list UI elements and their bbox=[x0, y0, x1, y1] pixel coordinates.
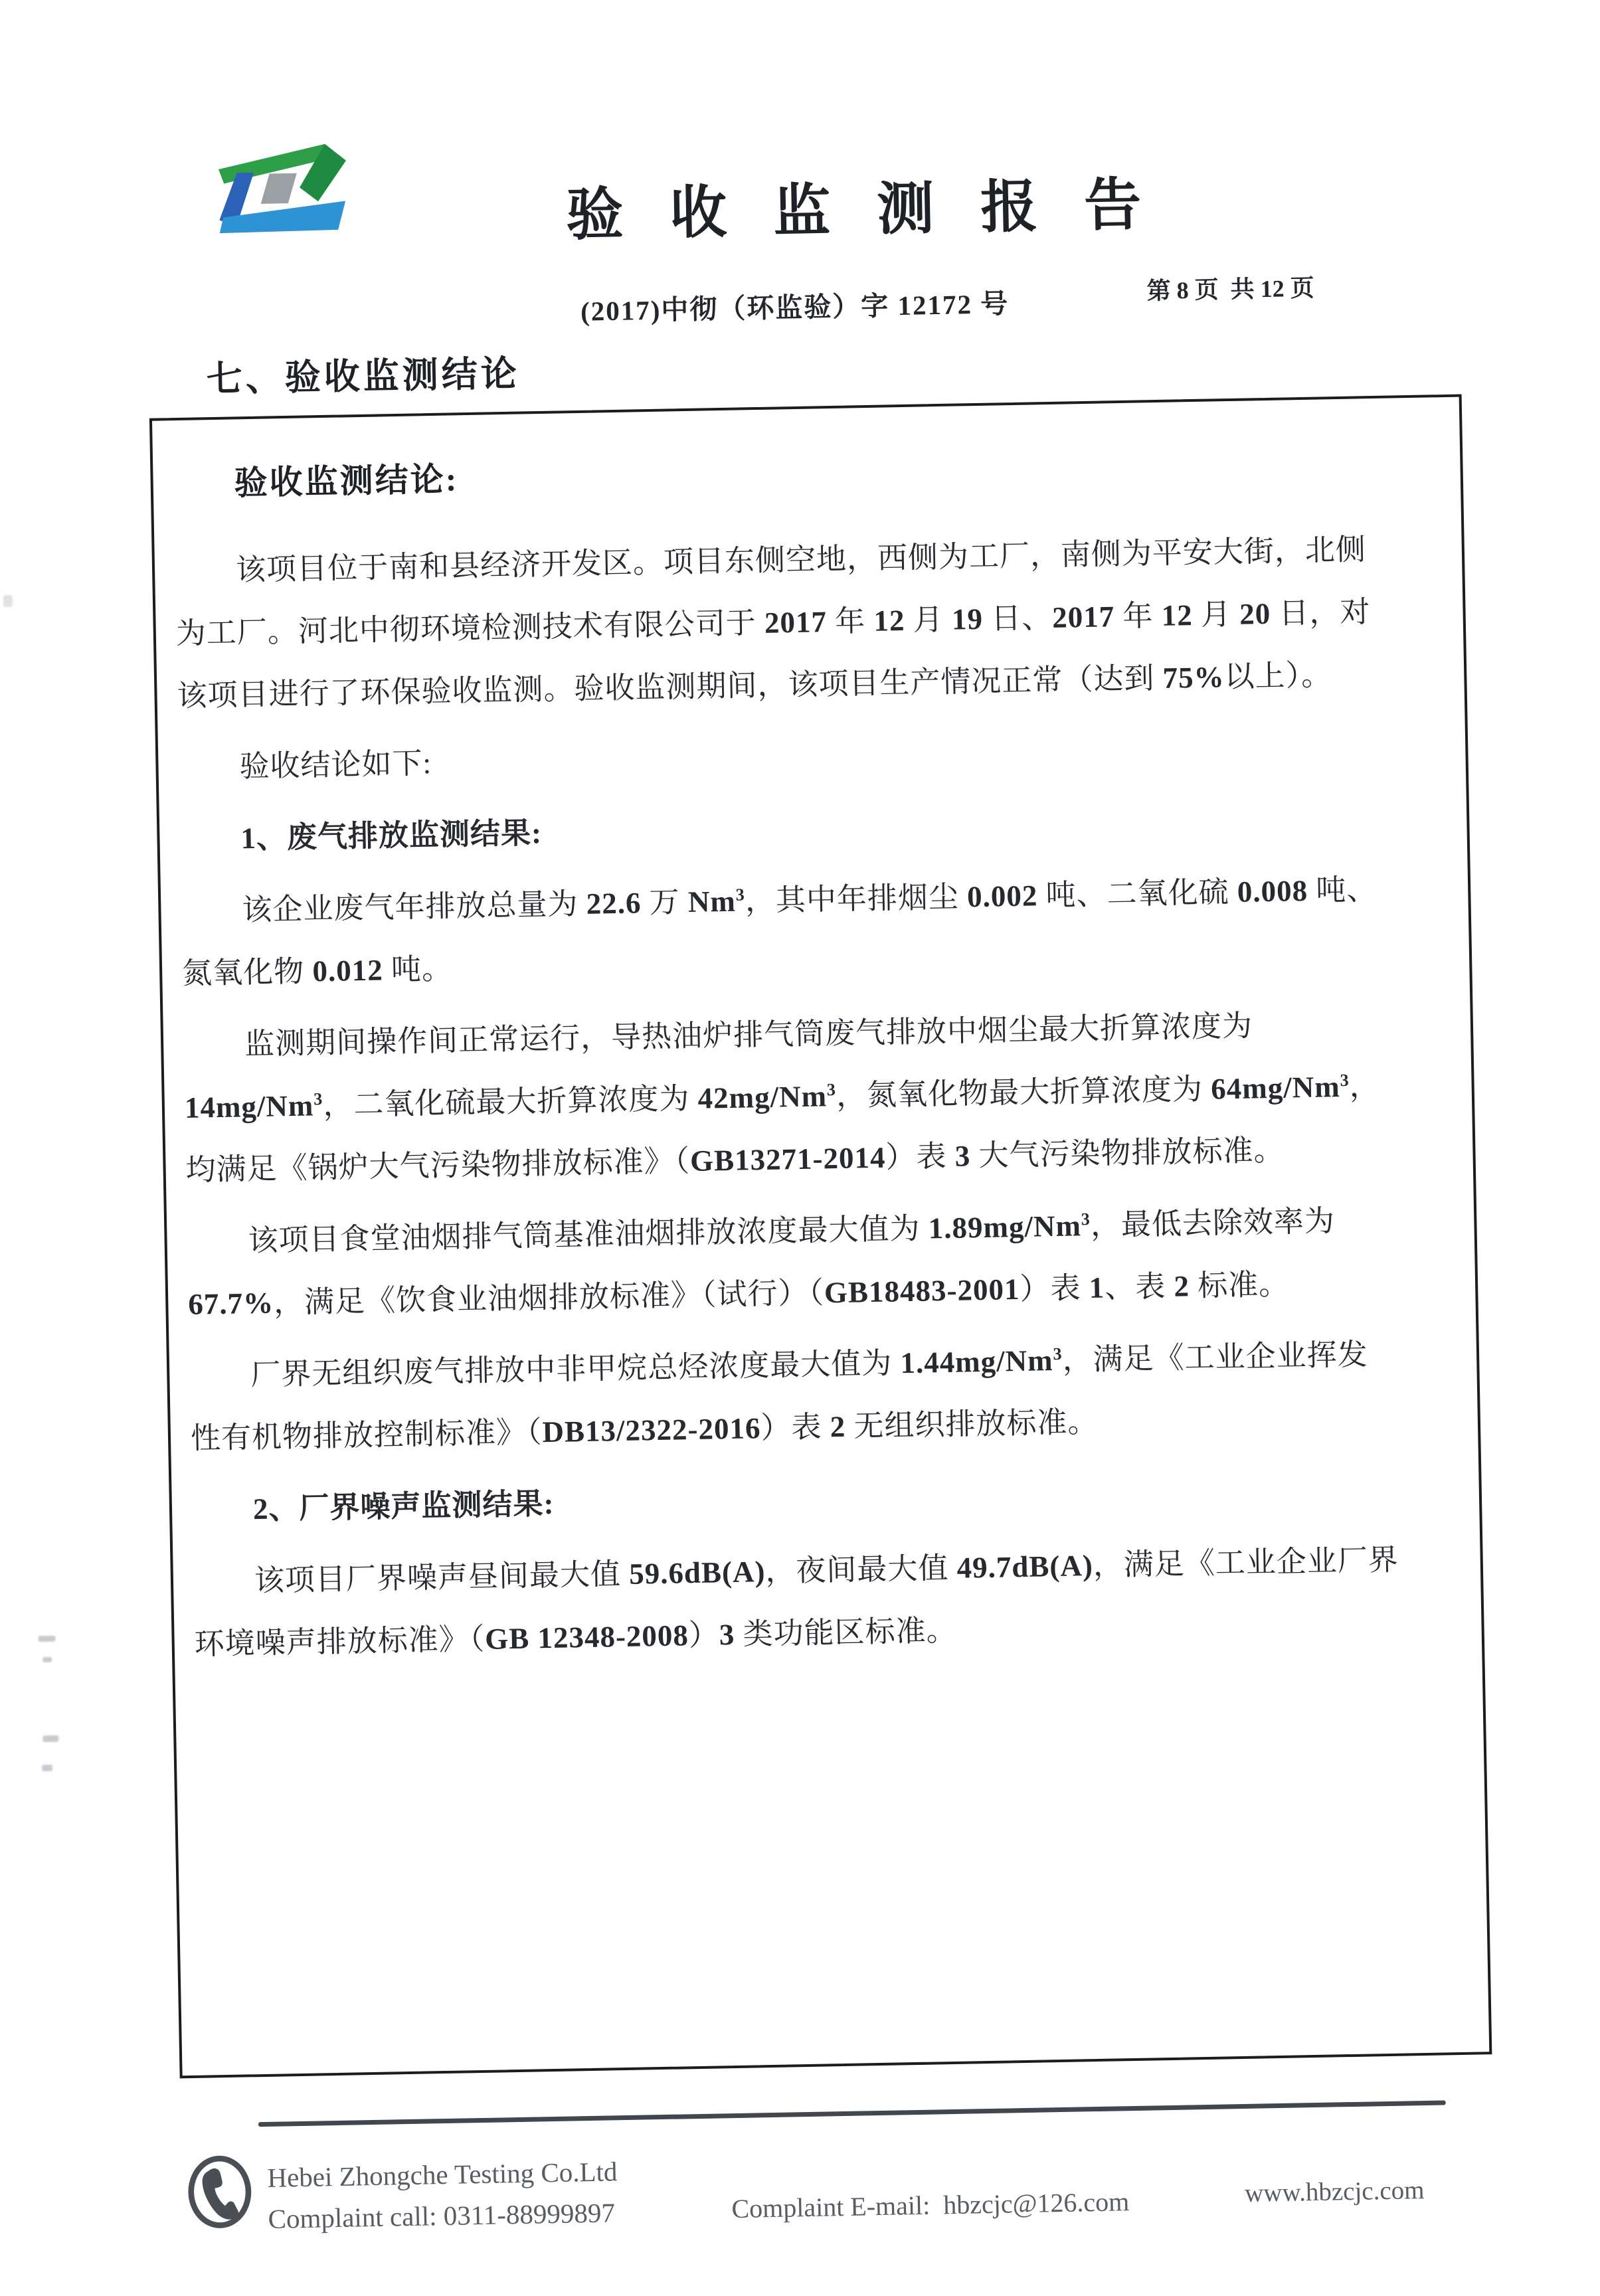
report-line: 该企业废气年排放总量为 22.6 万 Nm$^3$，其中年排烟尘 0.002 吨、二氧化硫 0.008 吨、 bbox=[242, 873, 1378, 927]
scan-artifact bbox=[43, 1735, 58, 1742]
report-line: 监测期间操作间正常运行，导热油炉排气筒废气排放中烟尘最大折算浓度为 bbox=[244, 1009, 1253, 1061]
report-line: 验收结论如下: bbox=[239, 747, 432, 784]
report-line: 该项目厂界噪声昼间最大值 59.6dB(A)，夜间最大值 49.7dB(A)，满足《工业企业厂界 bbox=[254, 1543, 1399, 1598]
report-line: 均满足《锅炉大气污染物排放标准》（GB13271-2014）表 3 大气污染物排放标准。 bbox=[185, 1133, 1285, 1187]
footer-complaint-call: Complaint call: 0311-88999897 bbox=[268, 2197, 616, 2234]
scan-artifact bbox=[38, 1636, 55, 1642]
report-line: 环境噪声排放标准》（GB 12348-2008）3 类功能区标准。 bbox=[194, 1613, 958, 1661]
report-line: 67.7%，满足《饮食业油烟排放标准》（试行）（GB18483-2001）表 1、表 2 标准。 bbox=[187, 1267, 1290, 1321]
phone-icon bbox=[185, 2154, 255, 2230]
report-line: 该项目位于南和县经济开发区。项目东侧空地，西侧为工厂，南侧为平安大街，北侧 bbox=[235, 533, 1367, 587]
report-paragraph bbox=[191, 1456, 1463, 1542]
report-line: 2、厂界噪声监测结果: bbox=[252, 1486, 555, 1526]
report-line: 14mg/Nm$^3$，二氧化硫最大折算浓度为 42mg/Nm$^3$，氮氧化物最大折算浓度为 64mg/Nm$^3$， bbox=[184, 1069, 1381, 1124]
report-line: 厂界无组织废气排放中非甲烷总烃浓度最大值为 1.44mg/Nm$^3$，满足《工业企业挥发 bbox=[250, 1338, 1369, 1392]
footer-complaint-email: Complaint E-mail: hbzcjc@126.com bbox=[731, 2186, 1130, 2224]
report-paragraph bbox=[189, 1322, 1462, 1470]
logo-gray-bar bbox=[260, 173, 298, 204]
report-paragraph bbox=[183, 991, 1457, 1201]
report-paragraph bbox=[179, 785, 1451, 871]
document-title: 验收监测报告 bbox=[565, 172, 1189, 248]
report-line: 氮氧化物 0.012 吨。 bbox=[181, 952, 453, 991]
footer-divider bbox=[258, 2100, 1446, 2127]
report-line: 性有机物排放控制标准》（DB13/2322-2016）表 2 无组织排放标准。 bbox=[190, 1405, 1099, 1455]
report-line: 该项目食堂油烟排气筒基准油烟排放浓度最大值为 1.89mg/Nm$^3$，最低去除效率为 bbox=[248, 1204, 1336, 1258]
report-paragraph bbox=[178, 713, 1450, 799]
page-indicator: 第 8 页 共 12 页 bbox=[1146, 274, 1314, 305]
report-line: 为工厂。河北中彻环境检测技术有限公司于 2017 年 12 月 19 日、2017 年 12 月 20 日，对 bbox=[175, 595, 1371, 651]
footer-website: www.hbzcjc.com bbox=[1244, 2176, 1425, 2208]
scan-artifact bbox=[43, 1657, 52, 1662]
footer-company-name: Hebei Zhongche Testing Co.Ltd bbox=[267, 2156, 618, 2193]
report-line: 1、废气排放监测结果: bbox=[240, 816, 543, 855]
report-box-title: 验收监测结论: bbox=[234, 460, 459, 502]
report-paragraph bbox=[193, 1528, 1466, 1676]
scan-artifact bbox=[3, 595, 13, 607]
report-box bbox=[149, 395, 1492, 2079]
report-paragraphs bbox=[174, 517, 1466, 1676]
report-paragraph bbox=[181, 857, 1454, 1005]
report-paragraph bbox=[174, 517, 1449, 727]
section-heading: 七、验收监测结论 bbox=[206, 353, 521, 400]
company-logo bbox=[214, 141, 353, 244]
document-number: (2017)中彻（环监验）字 12172 号 bbox=[580, 288, 1010, 327]
report-line: 该项目进行了环保验收监测。验收监测期间，该项目生产情况正常（达到 75%以上）。 bbox=[177, 658, 1332, 713]
scan-artifact bbox=[42, 1765, 52, 1771]
report-paragraph bbox=[187, 1188, 1460, 1336]
